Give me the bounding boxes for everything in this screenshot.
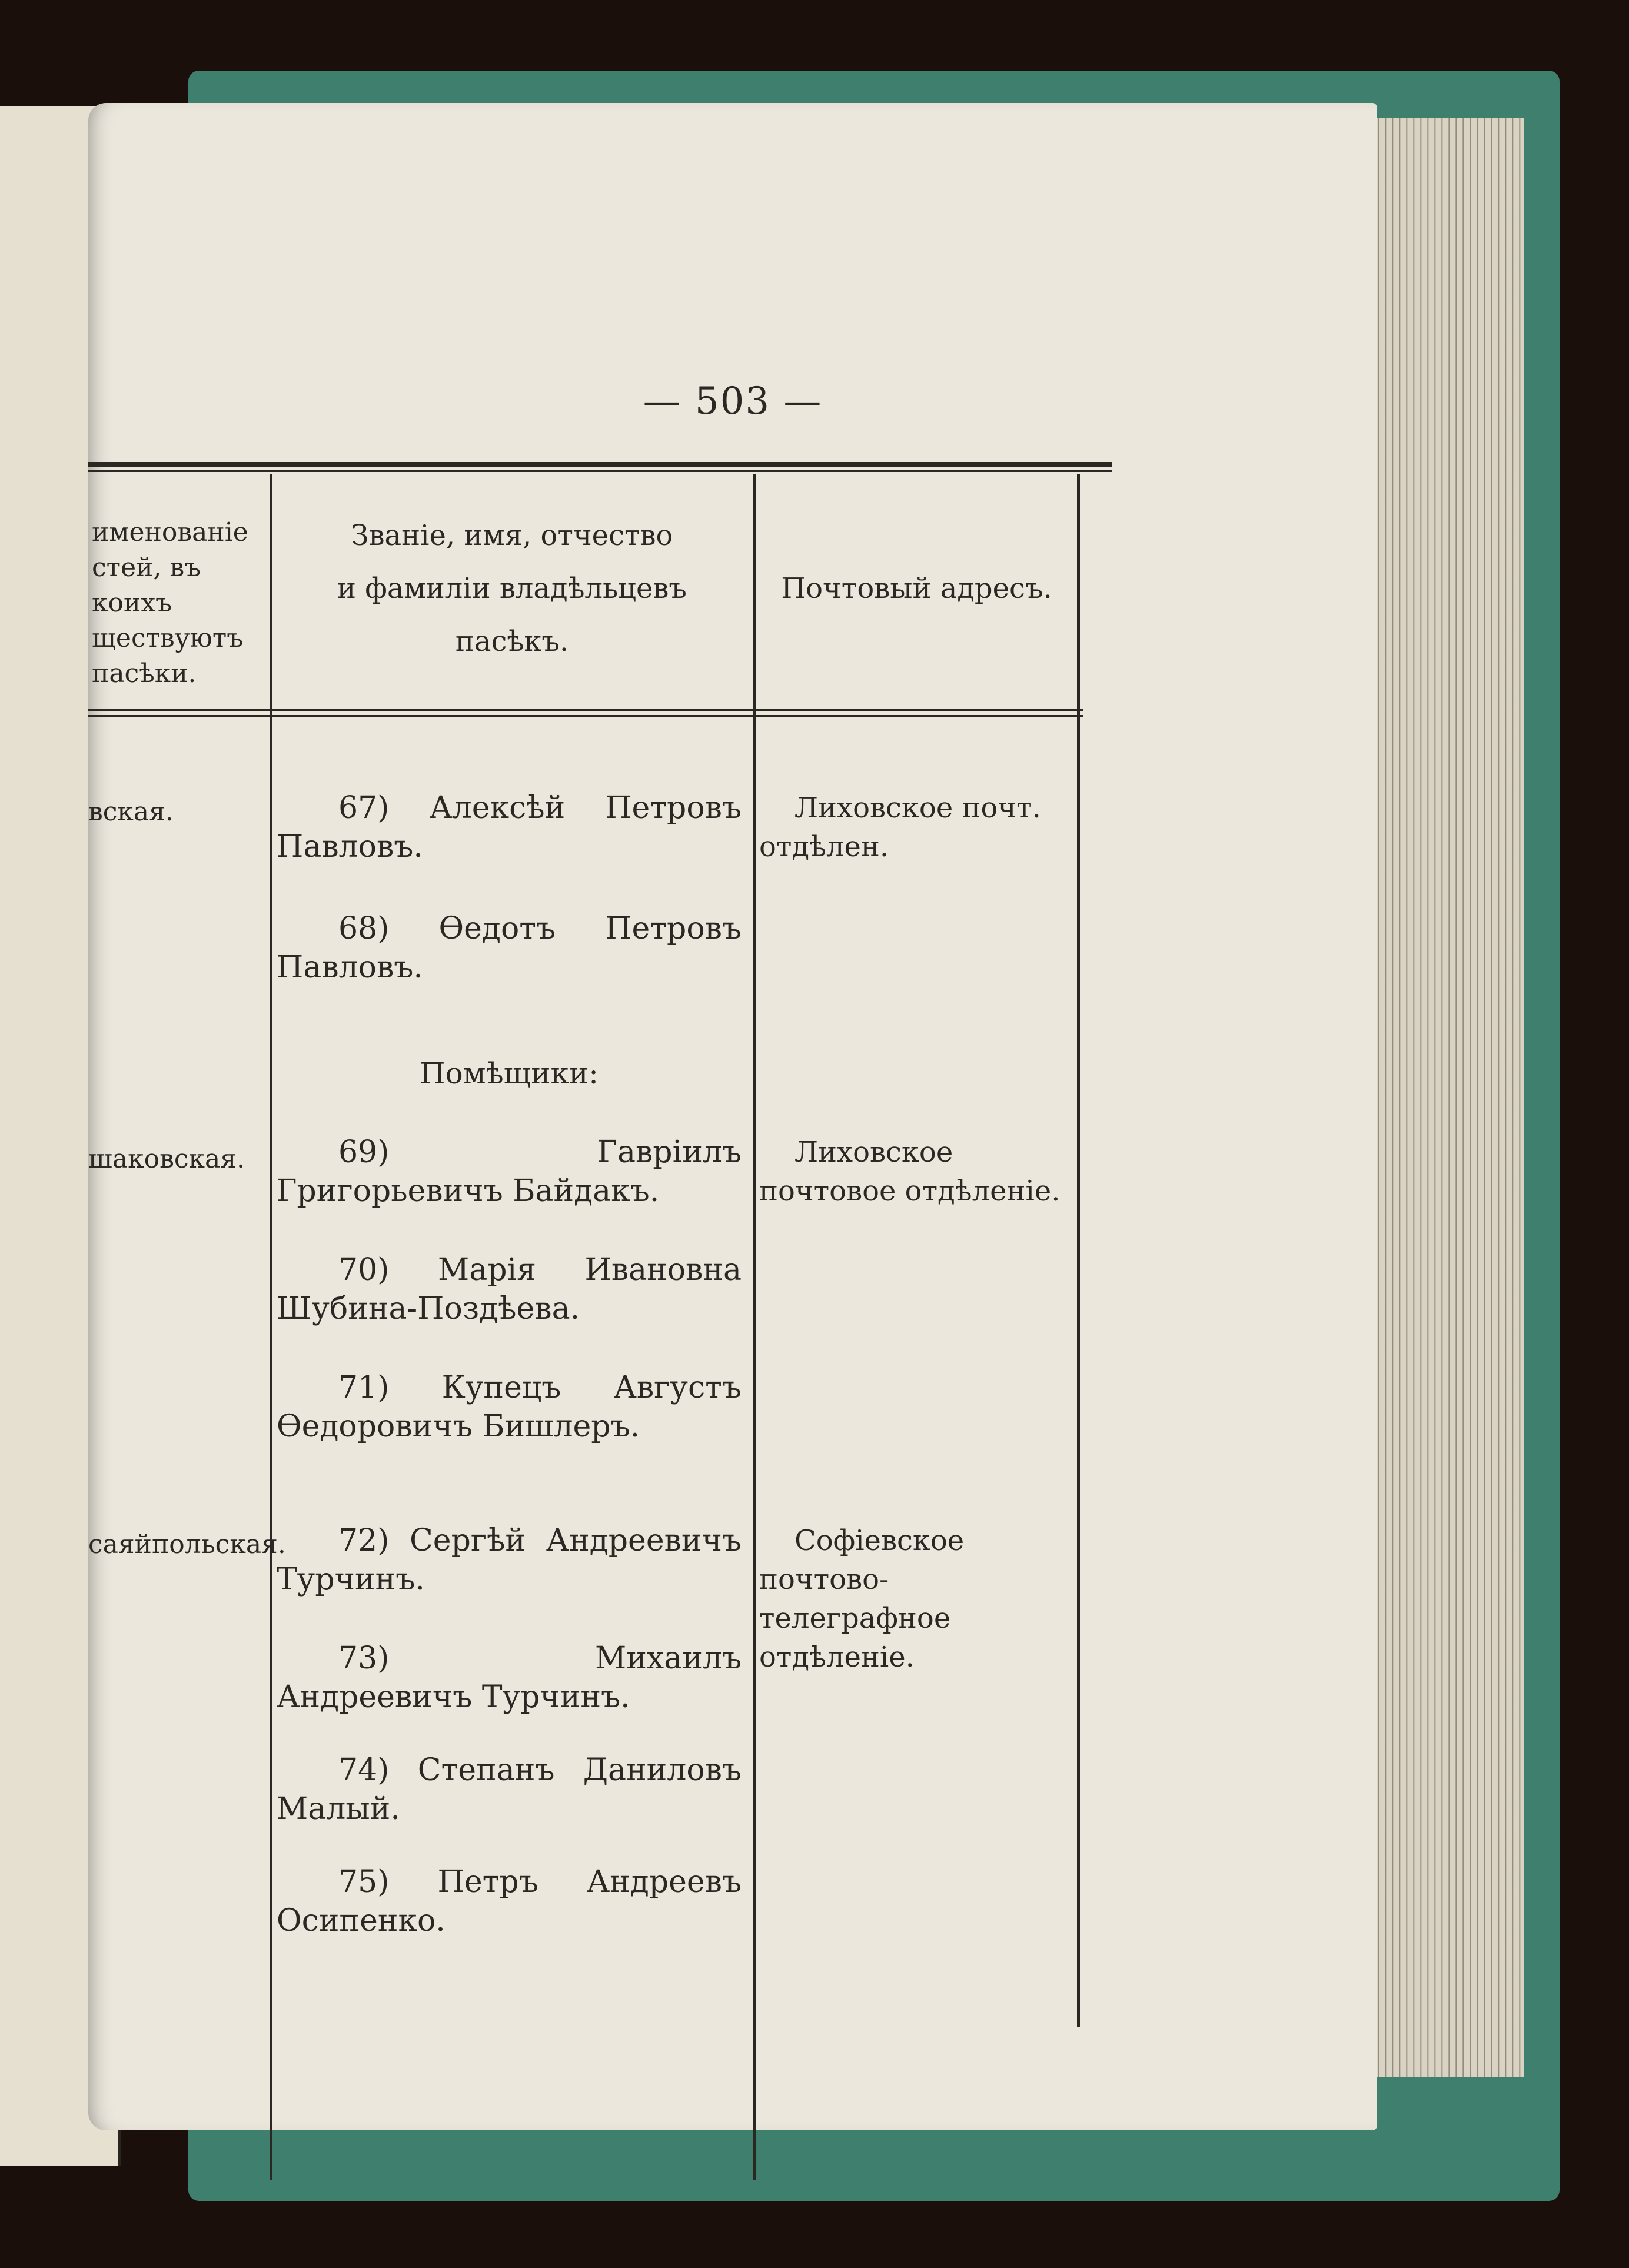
list-item — [277, 1751, 742, 1828]
prev-column-header: именованіе стей, въ коихъ ществуютъ пасѣки. — [92, 517, 248, 689]
left-fragment-5: шаковская. — [88, 1144, 245, 1174]
entry-text: 73) Михаилъ Андреевичъ Турчинъ. — [277, 1641, 742, 1715]
list-item — [277, 909, 742, 987]
header-owners: Званіе, имя, отчество и фамиліи владѣльцевъ пасѣкъ. — [337, 519, 687, 658]
postal-address: Софіевское почтово-телеграфное отдѣленіе. — [759, 1524, 965, 1674]
postal-address: Лиховское почтовое отдѣленіе. — [759, 1136, 1060, 1208]
page-stack-edge — [1365, 118, 1524, 2077]
list-item — [277, 1521, 742, 1599]
list-item — [277, 1368, 742, 1446]
left-fragment-4: вская. — [88, 797, 174, 827]
entry-text: 74) Степанъ Даниловъ Малый. — [277, 1752, 742, 1827]
left-fragment-6: саяйпольская. — [88, 1529, 286, 1559]
list-item — [277, 1251, 742, 1328]
column-divider-2 — [753, 474, 756, 2180]
header-bottom-rule — [88, 709, 1083, 711]
entry-text: 67) Алексѣй Петровъ Павловъ. — [277, 790, 742, 864]
list-item — [277, 1863, 742, 1940]
entry-text: 69) Гавріилъ Григорьевичъ Байдакъ. — [277, 1135, 742, 1209]
entry-text: 68) Ѳедотъ Петровъ Павловъ. — [277, 911, 742, 985]
header-bottom-rule-2 — [88, 715, 1083, 717]
entry-text: 71) Купецъ Августъ Ѳедоровичъ Бишлеръ. — [277, 1370, 742, 1444]
book-page — [88, 103, 1377, 2130]
list-item — [277, 1639, 742, 1717]
table-top-rule-thin — [88, 470, 1112, 472]
entry-text: 75) Петръ Андреевъ Осипенко. — [277, 1864, 742, 1938]
postal-address: Лиховское почт. отдѣлен. — [759, 792, 1041, 863]
entry-text: 70) Марія Ивановна Шубина-Поздѣева. — [277, 1252, 742, 1326]
column-divider-1 — [270, 474, 272, 2180]
header-postal-address: Почтовый адресъ. — [781, 572, 1052, 605]
page-number: — 503 — — [643, 380, 823, 423]
entry-text: 72) Сергѣй Андреевичъ Турчинъ. — [277, 1523, 742, 1597]
section-heading: Помѣщики: — [420, 1056, 599, 1090]
column-divider-right — [1077, 474, 1080, 2027]
list-item — [277, 1133, 742, 1211]
table-top-rule — [88, 462, 1112, 467]
list-item — [277, 789, 742, 866]
